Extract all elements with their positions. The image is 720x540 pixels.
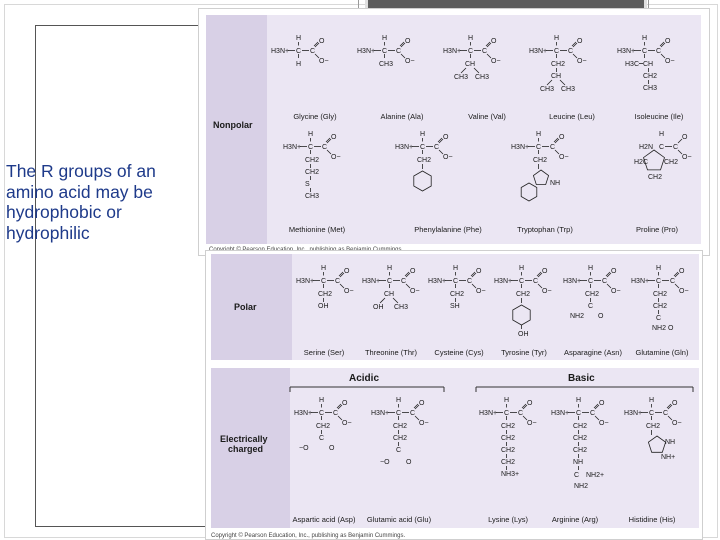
carboxylate-oxygen: O− [405, 58, 415, 65]
side-chain-h3c: H3C [625, 61, 640, 68]
alpha-carbon: C [387, 278, 393, 285]
side-chain-group: CH2 [643, 73, 658, 80]
carbonyl-oxygen: O [679, 268, 685, 275]
side-chain-group: CH2 [393, 435, 408, 442]
amino-acid-name: Tryptophan (Trp) [517, 225, 573, 234]
charged-structure-band [290, 368, 699, 528]
side-chain-group: CH2 [646, 423, 661, 430]
carbonyl-oxygen: O [410, 268, 416, 275]
carboxylate-oxygen: −O [380, 459, 390, 466]
alpha-carbon: C [504, 410, 510, 417]
alpha-carbon: C [308, 144, 314, 151]
carboxylate-oxygen: −O [299, 445, 309, 452]
side-chain-ch3: CH3 [475, 74, 490, 81]
amide-carbon: C [656, 315, 662, 322]
amino-group: H3N+ [362, 278, 381, 285]
alpha-carbon: C [649, 410, 655, 417]
carboxyl-carbon: C [663, 410, 669, 417]
side-chain-group: SH [450, 303, 460, 310]
alpha-hydrogen: H [576, 397, 582, 404]
amino-group: H3N+ [563, 278, 582, 285]
guanidino-nh2plus: NH2+ [586, 472, 605, 479]
alpha-carbon: C [576, 410, 582, 417]
side-chain-group: CH2 [393, 423, 408, 430]
side-chain-group: NH [573, 459, 584, 466]
carboxyl-carbon: C [602, 278, 608, 285]
carboxylate-oxygen: O− [319, 58, 329, 65]
ring-ch2: CH2 [664, 159, 679, 166]
alpha-carbon: C [296, 48, 302, 55]
amino-acid-name: Tyrosine (Tyr) [501, 348, 547, 357]
side-chain-group: S [305, 181, 310, 188]
carboxyl-carbon: C [533, 278, 539, 285]
carboxyl-carbon: C [673, 144, 679, 151]
polar-structure-band [292, 254, 699, 360]
charged-caption: Copyright © Pearson Education, Inc., publishing as Benjamin Cummings. [211, 533, 406, 539]
side-chain-group: OH [318, 303, 329, 310]
alpha-carbon: C [319, 410, 325, 417]
side-chain-group: CH2 [501, 423, 516, 430]
amino-acid-name: Cysteine (Cys) [434, 348, 484, 357]
side-chain-group: CH2 [305, 169, 320, 176]
carboxylate-oxygen: O− [679, 288, 689, 295]
carboxylate-oxygen: O− [344, 288, 354, 295]
basic-header: Basic [568, 373, 595, 384]
amide-carbon: C [588, 303, 594, 310]
amino-acid-name: Aspartic acid (Asp) [292, 515, 356, 524]
guanidino-nh2: NH2 [574, 483, 589, 490]
amino-group: H2N [639, 144, 654, 151]
side-chain-group: CH2 [573, 447, 588, 454]
side-chain-group: CH2 [501, 447, 516, 454]
carbonyl-oxygen: O [672, 400, 678, 407]
alpha-hydrogen: H [396, 397, 402, 404]
carbonyl-oxygen: O [405, 38, 411, 45]
alpha-carbon: C [588, 278, 594, 285]
alpha-hydrogen: H [308, 131, 314, 138]
ring-ch2: CH2 [648, 174, 663, 181]
amino-group: H3N+ [283, 144, 302, 151]
polar-charged-figure [205, 250, 703, 540]
carboxylate-oxygen: O− [527, 420, 537, 427]
alpha-hydrogen: H [588, 265, 594, 272]
nonpolar-figure [198, 8, 710, 256]
side-chain-ch3: CH3 [561, 86, 576, 93]
alpha-hydrogen: H [536, 131, 542, 138]
side-chain-oh: OH [518, 331, 529, 338]
amino-group: H3N+ [296, 278, 315, 285]
side-chain-group: CH2 [316, 423, 331, 430]
alpha-carbon: C [382, 48, 388, 55]
carbonyl-oxygen: O [682, 134, 688, 141]
carboxylate-oxygen: O− [419, 420, 429, 427]
text-placeholder-box [35, 25, 207, 527]
side-chain-group: CH2 [653, 303, 668, 310]
alpha-carbon: C [536, 144, 542, 151]
side-chain-group: CH3 [643, 85, 658, 92]
ring-ch2: H2C [634, 159, 649, 166]
carbonyl-oxygen: O [599, 400, 605, 407]
amino-group: H3N+ [294, 410, 313, 417]
carboxylate-oxygen: O− [665, 58, 675, 65]
alpha-hydrogen: H [387, 265, 393, 272]
carboxyl-carbon: C [482, 48, 488, 55]
amino-acid-name: Alanine (Ala) [380, 112, 424, 121]
polar-charged-svg [206, 251, 702, 539]
amino-group: H3N+ [617, 48, 636, 55]
side-chain-ch3: CH3 [540, 86, 555, 93]
side-chain-group: CH3 [379, 61, 394, 68]
carboxyl-carbon: C [670, 278, 676, 285]
carbonyl-oxygen: O [443, 134, 449, 141]
carboxylate-oxygen: O− [559, 154, 569, 161]
amide-nh2: NH2 [652, 325, 667, 332]
alpha-carbon: C [468, 48, 474, 55]
alpha-hydrogen: H [649, 397, 655, 404]
carboxyl-carbon: C [410, 410, 416, 417]
amino-acid-name: Proline (Pro) [635, 225, 679, 234]
indole-nh: NH [550, 180, 561, 187]
amino-acid-name: Histidine (His) [628, 515, 676, 524]
carboxylate-oxygen: O− [410, 288, 420, 295]
carbonyl-oxygen: O [559, 134, 565, 141]
alpha-hydrogen: H [642, 35, 648, 42]
acidic-header: Acidic [349, 373, 380, 384]
side-chain-group: CH2 [417, 157, 432, 164]
carboxyl-carbon: C [310, 48, 316, 55]
amide-oxygen: O [598, 313, 604, 320]
carbonyl-oxygen: O [527, 400, 533, 407]
alpha-carbon: C [642, 48, 648, 55]
carboxyl-carbon: C [401, 278, 407, 285]
amino-acid-name: Lysine (Lys) [488, 515, 528, 524]
carboxyl-carbon: C [518, 410, 524, 417]
amino-acid-name: Methionine (Met) [288, 225, 346, 234]
side-chain-group: CH2 [305, 157, 320, 164]
alpha-hydrogen: H [504, 397, 510, 404]
carboxylate-oxygen: O− [491, 58, 501, 65]
amino-acid-name: Leucine (Leu) [549, 112, 595, 121]
carboxyl-carbon: C [656, 48, 662, 55]
carbonyl-oxygen: O [329, 445, 335, 452]
carbonyl-oxygen: O [542, 268, 548, 275]
carboxylate-oxygen: O− [682, 154, 692, 161]
side-chain-group: CH2 [653, 291, 668, 298]
alpha-hydrogen: H [319, 397, 325, 404]
amino-group: H3N+ [511, 144, 530, 151]
amino-acid-name: Valine (Val) [468, 112, 506, 121]
amino-acid-name: Phenylalanine (Phe) [414, 225, 482, 234]
amino-group: H3N+ [395, 144, 414, 151]
side-chain-ch: CH [551, 73, 562, 80]
amino-group: H3N+ [271, 48, 290, 55]
carboxyl-carbon: C [335, 278, 341, 285]
imidazole-nhplus: NH+ [661, 454, 676, 461]
amino-group: H3N+ [357, 48, 376, 55]
amino-acid-name: Glutamic acid (Glu) [366, 515, 432, 524]
slide-body-text: The R groups of an amino acid may be hydrophobic or hydrophilic [6, 161, 156, 243]
side-chain-group: CH2 [585, 291, 600, 298]
charged-label-line2: charged [228, 444, 264, 454]
side-chain-group: CH2 [516, 291, 531, 298]
alpha-carbon: C [659, 144, 665, 151]
side-chain-ch3: CH3 [454, 74, 469, 81]
amino-acid-name: Arginine (Arg) [551, 515, 599, 524]
amide-nh2: NH2 [570, 313, 585, 320]
carboxyl-carbon: C [467, 278, 473, 285]
alpha-hydrogen: H [382, 35, 388, 42]
carboxylate-oxygen: O− [476, 288, 486, 295]
carboxyl-carbon: C [333, 410, 339, 417]
alpha-hydrogen: H [554, 35, 560, 42]
side-chain-group: CH2 [318, 291, 333, 298]
amino-group: H3N+ [631, 278, 650, 285]
alpha-hydrogen: H [468, 35, 474, 42]
alpha-carbon: C [453, 278, 459, 285]
amino-group: H3N+ [443, 48, 462, 55]
carbonyl-oxygen: O [665, 38, 671, 45]
carbonyl-oxygen: O [611, 268, 617, 275]
amino-acid-name: Asparagine (Asn) [564, 348, 622, 357]
amino-acid-name: Glutamine (Gln) [635, 348, 689, 357]
carboxylate-oxygen: O− [542, 288, 552, 295]
alpha-hydrogen: H [420, 131, 426, 138]
carboxylate-oxygen: O− [672, 420, 682, 427]
side-chain-group: CH2 [501, 459, 516, 466]
alpha-hydrogen: H [519, 265, 525, 272]
alpha-hydrogen: H [656, 265, 662, 272]
amino-group: H3N+ [428, 278, 447, 285]
carboxyl-carbon: C [319, 435, 325, 442]
alpha-carbon: C [321, 278, 327, 285]
amino-acid-name: Threonine (Thr) [364, 348, 418, 357]
carboxyl-carbon: C [322, 144, 328, 151]
alpha-hydrogen: H [453, 265, 459, 272]
side-chain-group: CH2 [450, 291, 465, 298]
alpha-hydrogen: H [659, 131, 665, 138]
carboxylate-oxygen: O− [577, 58, 587, 65]
carboxylate-oxygen: O− [331, 154, 341, 161]
carboxyl-carbon: C [550, 144, 556, 151]
side-chain-group: CH2 [573, 423, 588, 430]
amino-group: H3N+ [494, 278, 513, 285]
alpha-carbon: C [396, 410, 402, 417]
amino-acid-name: Serine (Ser) [303, 348, 345, 357]
carbonyl-oxygen: O [406, 459, 412, 466]
carbonyl-oxygen: O [476, 268, 482, 275]
carboxylate-oxygen: O− [342, 420, 352, 427]
side-chain-h: H [296, 61, 302, 68]
carboxylate-oxygen: O− [611, 288, 621, 295]
amide-oxygen: O [668, 325, 674, 332]
imidazole-nh: NH [665, 439, 676, 446]
alpha-carbon: C [656, 278, 662, 285]
nonpolar-label: Nonpolar [213, 120, 253, 130]
carboxyl-carbon: C [396, 447, 402, 454]
polar-label: Polar [234, 302, 257, 312]
carboxyl-carbon: C [590, 410, 596, 417]
side-chain-oh: OH [373, 304, 384, 311]
side-chain-ch: CH [384, 291, 395, 298]
side-chain-ch2: CH2 [551, 61, 566, 68]
alpha-hydrogen: H [321, 265, 327, 272]
carboxyl-carbon: C [568, 48, 574, 55]
side-chain-ch: CH [643, 61, 654, 68]
carboxyl-carbon: C [396, 48, 402, 55]
side-chain-group: CH3 [305, 193, 320, 200]
carbonyl-oxygen: O [342, 400, 348, 407]
side-chain-group: NH3+ [501, 471, 520, 478]
side-chain-ch: CH [465, 61, 476, 68]
amino-group: H3N+ [624, 410, 643, 417]
carboxylate-oxygen: O− [599, 420, 609, 427]
carbonyl-oxygen: O [344, 268, 350, 275]
charged-label-line1: Electrically [220, 434, 268, 444]
amino-group: H3N+ [479, 410, 498, 417]
carbonyl-oxygen: O [419, 400, 425, 407]
side-chain-group: CH2 [533, 157, 548, 164]
side-chain-group: CH2 [573, 435, 588, 442]
carbonyl-oxygen: O [491, 38, 497, 45]
carbonyl-oxygen: O [577, 38, 583, 45]
alpha-carbon: C [554, 48, 560, 55]
carbonyl-oxygen: O [319, 38, 325, 45]
carboxylate-oxygen: O− [443, 154, 453, 161]
alpha-carbon: C [519, 278, 525, 285]
carbonyl-oxygen: O [331, 134, 337, 141]
amino-acid-name: Glycine (Gly) [293, 112, 337, 121]
nonpolar-svg [199, 9, 709, 255]
amino-acid-name: Isoleucine (Ile) [634, 112, 684, 121]
alpha-hydrogen: H [296, 35, 302, 42]
carboxyl-carbon: C [434, 144, 440, 151]
side-chain-ch3: CH3 [394, 304, 409, 311]
amino-group: H3N+ [371, 410, 390, 417]
guanidino-carbon: C [574, 472, 580, 479]
amino-group: H3N+ [551, 410, 570, 417]
amino-group: H3N+ [529, 48, 548, 55]
side-chain-group: CH2 [501, 435, 516, 442]
alpha-carbon: C [420, 144, 426, 151]
